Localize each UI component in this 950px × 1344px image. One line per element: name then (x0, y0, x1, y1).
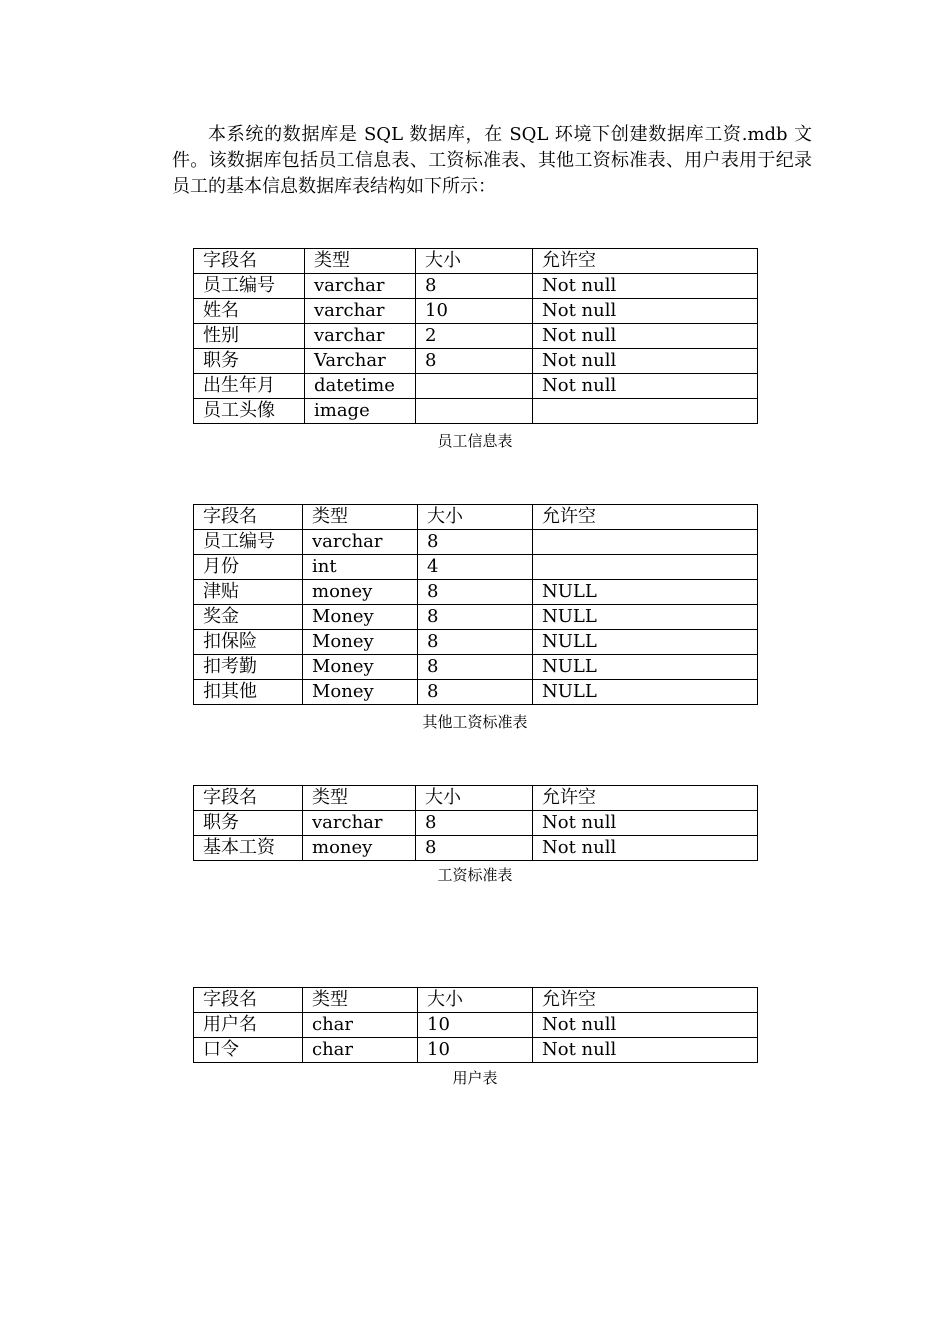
table-header-row (194, 249, 758, 274)
table-cell: 8 (418, 630, 533, 655)
table-cell (416, 374, 533, 399)
table-cell: NULL (533, 655, 758, 680)
header-cell: 大小 (418, 988, 533, 1013)
header-cell: 大小 (416, 249, 533, 274)
header-cell: 字段名 (194, 505, 303, 530)
table-row (194, 1013, 758, 1038)
table-cell: 2 (416, 324, 533, 349)
header-cell: 大小 (418, 505, 533, 530)
table-cell: 扣考勤 (194, 655, 303, 680)
employee-info-table (193, 248, 758, 424)
table-cell: 8 (416, 349, 533, 374)
table-cell: datetime (305, 374, 416, 399)
table-cell (533, 530, 758, 555)
header-cell: 字段名 (194, 988, 303, 1013)
header-cell: 类型 (305, 249, 416, 274)
table-cell: 8 (418, 605, 533, 630)
table-caption: 用户表 (452, 1069, 498, 1087)
table-header-row (194, 988, 758, 1013)
table-cell: 4 (418, 555, 533, 580)
table-cell: 10 (418, 1038, 533, 1063)
header-cell: 允许空 (533, 988, 758, 1013)
header-cell: 类型 (303, 786, 416, 811)
table-cell: money (303, 836, 416, 861)
table-row (194, 530, 758, 555)
table-cell: 10 (418, 1013, 533, 1038)
table-cell: Not null (533, 374, 758, 399)
table-cell: 8 (418, 530, 533, 555)
table-cell: 8 (418, 580, 533, 605)
table-row (194, 811, 758, 836)
header-cell: 允许空 (533, 505, 758, 530)
table-cell: char (303, 1013, 418, 1038)
table-row (194, 630, 758, 655)
table-cell: Money (303, 605, 418, 630)
table-cell: 员工编号 (194, 530, 303, 555)
table-cell: varchar (303, 811, 416, 836)
table-cell: Money (303, 680, 418, 705)
table-cell: 10 (416, 299, 533, 324)
user-table (193, 987, 758, 1063)
table-cell: Not null (533, 299, 758, 324)
table-cell: money (303, 580, 418, 605)
table-row (194, 374, 758, 399)
header-cell: 类型 (303, 505, 418, 530)
table-row (194, 349, 758, 374)
table-cell: 职务 (194, 811, 303, 836)
table-cell: 口令 (194, 1038, 303, 1063)
header-cell: 类型 (303, 988, 418, 1013)
table-cell: 津贴 (194, 580, 303, 605)
header-cell: 允许空 (533, 786, 758, 811)
table-row (194, 1038, 758, 1063)
table-cell: Not null (533, 1038, 758, 1063)
table-cell: varchar (305, 299, 416, 324)
table-row (194, 324, 758, 349)
table-cell: Money (303, 630, 418, 655)
table-caption: 其他工资标准表 (422, 713, 528, 731)
table-cell: 员工编号 (194, 274, 305, 299)
table-cell: char (303, 1038, 418, 1063)
table-cell: 8 (416, 274, 533, 299)
table-cell: 月份 (194, 555, 303, 580)
table-row (194, 680, 758, 705)
header-cell: 字段名 (194, 249, 305, 274)
table-cell: Not null (533, 1013, 758, 1038)
table-cell: 出生年月 (194, 374, 305, 399)
table-cell: int (303, 555, 418, 580)
table-cell: Varchar (305, 349, 416, 374)
header-cell: 大小 (416, 786, 533, 811)
table-cell: 奖金 (194, 605, 303, 630)
table-row (194, 399, 758, 424)
table-row (194, 555, 758, 580)
intro-paragraph: 本系统的数据库是 SQL 数据库，在 SQL 环境下创建数据库工资.mdb 文件。该数据库包括员工信息表、工资标准表、其他工资标准表、用户表用于纪录员工的基本信息数据库表结构如下所示： (172, 124, 812, 197)
table-cell (533, 399, 758, 424)
table-cell: 8 (416, 811, 533, 836)
table-cell: 扣保险 (194, 630, 303, 655)
table-header-row (194, 786, 758, 811)
table-cell: 8 (418, 680, 533, 705)
table-cell: 8 (416, 836, 533, 861)
table-cell: Not null (533, 274, 758, 299)
table-cell: varchar (305, 324, 416, 349)
table-cell (533, 555, 758, 580)
table-cell: image (305, 399, 416, 424)
other-salary-standard-table (193, 504, 758, 705)
table-cell: NULL (533, 630, 758, 655)
table-row (194, 274, 758, 299)
table-row (194, 836, 758, 861)
header-cell: 允许空 (533, 249, 758, 274)
table-cell (416, 399, 533, 424)
table-header-row (194, 505, 758, 530)
table-row (194, 580, 758, 605)
table-cell: varchar (305, 274, 416, 299)
table-cell: 性别 (194, 324, 305, 349)
table-row (194, 299, 758, 324)
table-cell: Not null (533, 349, 758, 374)
table-cell: 用户名 (194, 1013, 303, 1038)
table-row (194, 605, 758, 630)
table-cell: 职务 (194, 349, 305, 374)
table-cell: Not null (533, 811, 758, 836)
table-cell: varchar (303, 530, 418, 555)
table-cell: 基本工资 (194, 836, 303, 861)
table-cell: NULL (533, 605, 758, 630)
table-cell: 8 (418, 655, 533, 680)
salary-standard-table (193, 785, 758, 861)
table-cell: NULL (533, 580, 758, 605)
header-cell: 字段名 (194, 786, 303, 811)
table-cell: 员工头像 (194, 399, 305, 424)
table-row (194, 655, 758, 680)
table-caption: 工资标准表 (437, 866, 513, 884)
table-cell: 扣其他 (194, 680, 303, 705)
table-caption: 员工信息表 (437, 432, 513, 450)
table-cell: 姓名 (194, 299, 305, 324)
table-cell: NULL (533, 680, 758, 705)
table-cell: Not null (533, 836, 758, 861)
table-cell: Money (303, 655, 418, 680)
table-cell: Not null (533, 324, 758, 349)
